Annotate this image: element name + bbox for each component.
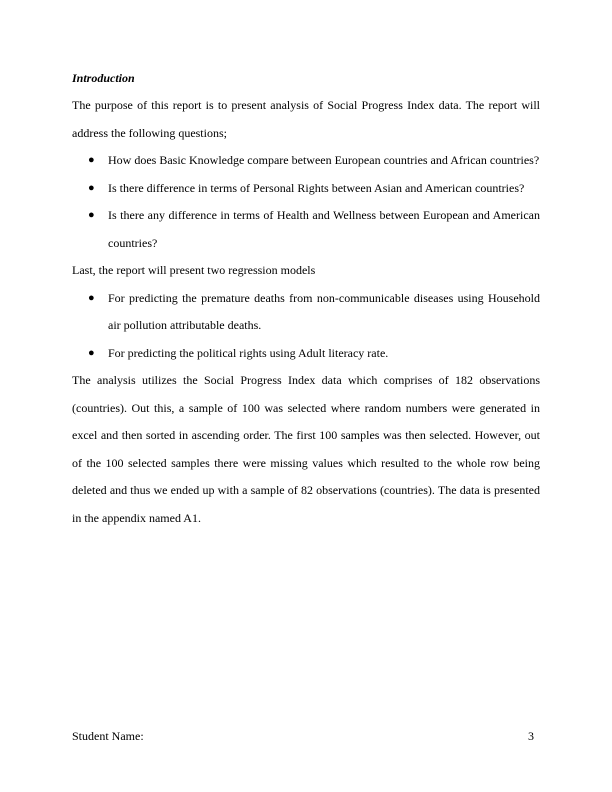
list-item <box>72 147 540 175</box>
list-item-text: How does Basic Knowledge compare between European countries and African countries? <box>108 153 540 167</box>
list-item-text: For predicting the premature deaths from non-communicable diseases using Household air pollution attributable deaths. <box>108 290 540 332</box>
list-item <box>72 340 540 368</box>
models-list <box>72 285 540 368</box>
bullet-icon: ● <box>88 154 95 166</box>
data-description-paragraph: The analysis utilizes the Social Progress Index data which comprises of 182 observations (countries). Out this, a sample of 100 was selected where random numbers were generated in excel and then sorted in ascending order. The first 100 samples was then selected. However, out of the 100 selected samples there were missing values which resulted to the whole row being deleted and thus we ended up with a sample of 82 observations (countries). The data is presented in the appendix named A1. <box>72 373 540 525</box>
list-item-text: Is there any difference in terms of Health and Wellness between European and American countries? <box>108 208 540 250</box>
student-name-label: Student Name: <box>72 729 144 743</box>
list-item <box>72 285 540 340</box>
questions-list <box>72 147 540 257</box>
regression-intro-paragraph: Last, the report will present two regression models <box>72 263 316 277</box>
bullet-icon: ● <box>88 291 95 304</box>
intro-paragraph: The purpose of this report is to present analysis of Social Progress Index data. The report will address the following questions; <box>72 98 540 140</box>
page-content <box>72 71 540 532</box>
list-item <box>72 202 540 257</box>
bullet-icon: ● <box>88 346 95 359</box>
bullet-icon: ● <box>88 181 95 194</box>
bullet-icon: ● <box>88 209 95 221</box>
page-number: 3 <box>528 729 534 743</box>
list-item <box>72 175 540 203</box>
list-item-text: Is there difference in terms of Personal Rights between Asian and American countries? <box>108 180 525 195</box>
list-item-text: For predicting the political rights using Adult literacy rate. <box>108 345 389 360</box>
section-heading: Introduction <box>72 71 135 85</box>
